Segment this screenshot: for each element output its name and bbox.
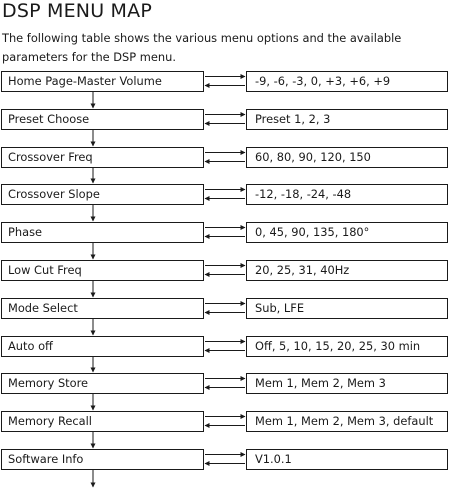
- menu-item-box: Preset Choose: [1, 109, 204, 130]
- parameter-box: Mem 1, Mem 2, Mem 3, default: [246, 411, 448, 432]
- page-title: DSP MENU MAP: [2, 0, 152, 22]
- menu-item-box: Software Info: [1, 449, 204, 470]
- parameter-box: Preset 1, 2, 3: [246, 109, 448, 130]
- parameter-box: -9, -6, -3, 0, +3, +6, +9: [246, 71, 448, 92]
- intro-text: The following table shows the various menu options and the available parameters for the DSP menu.: [2, 31, 402, 64]
- menu-item-box: Mode Select: [1, 298, 204, 319]
- menu-item-box: Home Page-Master Volume: [1, 71, 204, 92]
- parameter-box: Sub, LFE: [246, 298, 448, 319]
- menu-item-box: Low Cut Freq: [1, 260, 204, 281]
- menu-item-box: Phase: [1, 222, 204, 243]
- menu-item-box: Memory Recall: [1, 411, 204, 432]
- parameter-box: Off, 5, 10, 15, 20, 25, 30 min: [246, 336, 448, 357]
- menu-item-box: Crossover Slope: [1, 184, 204, 205]
- parameter-box: 20, 25, 31, 40Hz: [246, 260, 448, 281]
- parameter-box: 0, 45, 90, 135, 180°: [246, 222, 448, 243]
- menu-item-box: Memory Store: [1, 373, 204, 394]
- parameter-box: -12, -18, -24, -48: [246, 184, 448, 205]
- parameter-box: V1.0.1: [246, 449, 448, 470]
- menu-item-box: Crossover Freq: [1, 147, 204, 168]
- parameter-box: Mem 1, Mem 2, Mem 3: [246, 373, 448, 394]
- parameter-box: 60, 80, 90, 120, 150: [246, 147, 448, 168]
- menu-item-box: Auto off: [1, 336, 204, 357]
